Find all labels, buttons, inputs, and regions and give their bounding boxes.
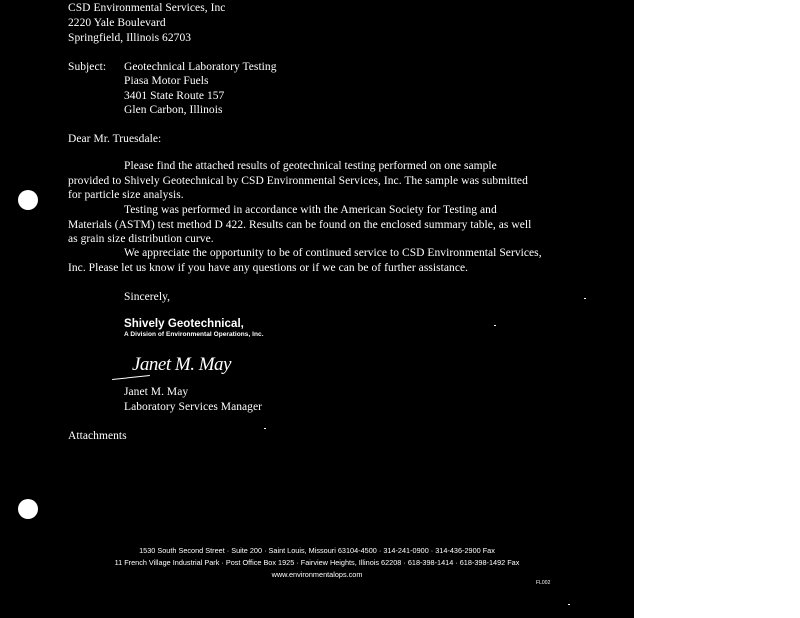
sender-division: A Division of Environmental Operations, Inc. [124, 331, 264, 338]
recipient-company: CSD Environmental Services, Inc [68, 2, 226, 14]
body-paragraph-1: Please find the attached results of geotechnical testing performed on one sample provided to Shively Geotechnical by CSD Environmental Services, Inc. The sample was submitted for particle size analysis. [68, 160, 528, 201]
footer-address-1: 1530 South Second Street · Suite 200 · Saint Louis, Missouri 63104-4500 · 314-241-0900 · 314-436-2900 Fax [139, 546, 495, 555]
body-paragraph-2: Testing was performed in accordance with the American Society for Testing and Materials (ASTM) test method D 422. Results can be found on the enclosed summary table, as well as grain size distribution curve. [68, 204, 532, 245]
scan-speck [264, 428, 266, 429]
recipient-street: 2220 Yale Boulevard [68, 17, 166, 29]
subject-line: 3401 State Route 157 [124, 90, 225, 102]
subject-line: Piasa Motor Fuels [124, 75, 209, 87]
signer-name: Janet M. May [124, 386, 189, 398]
binder-hole-top [18, 190, 38, 210]
signer-title: Laboratory Services Manager [124, 401, 263, 413]
signature-underline [112, 375, 150, 380]
recipient-city: Springfield, Illinois 62703 [68, 32, 192, 44]
scan-speck [494, 325, 496, 326]
subject-line: Geotechnical Laboratory Testing [124, 61, 277, 73]
subject-label: Subject: [68, 61, 107, 73]
subject-line: Glen Carbon, Illinois [124, 104, 223, 116]
scan-speck [584, 298, 586, 299]
footer-address-2: 11 French Village Industrial Park · Post Office Box 1925 · Fairview Heights, Illinois 62208 · 618-398-1414 · 618-398-1492 Fax [114, 558, 520, 567]
attachments-label: Attachments [68, 430, 127, 442]
sender-company: Shively Geotechnical, [124, 318, 244, 330]
salutation: Dear Mr. Truesdale: [68, 133, 162, 145]
body-paragraph-3: We appreciate the opportunity to be of continued service to CSD Environmental Services, Inc. Please let us know if you have any questions or if we can be of further assistance. [68, 247, 542, 274]
scan-speck [568, 604, 570, 605]
signature: Janet M. May [132, 354, 231, 375]
closing: Sincerely, [124, 291, 171, 303]
footer-website: www.environmentalops.com [271, 570, 363, 579]
page-code: FL002 [536, 580, 551, 586]
binder-hole-bottom [18, 499, 38, 519]
